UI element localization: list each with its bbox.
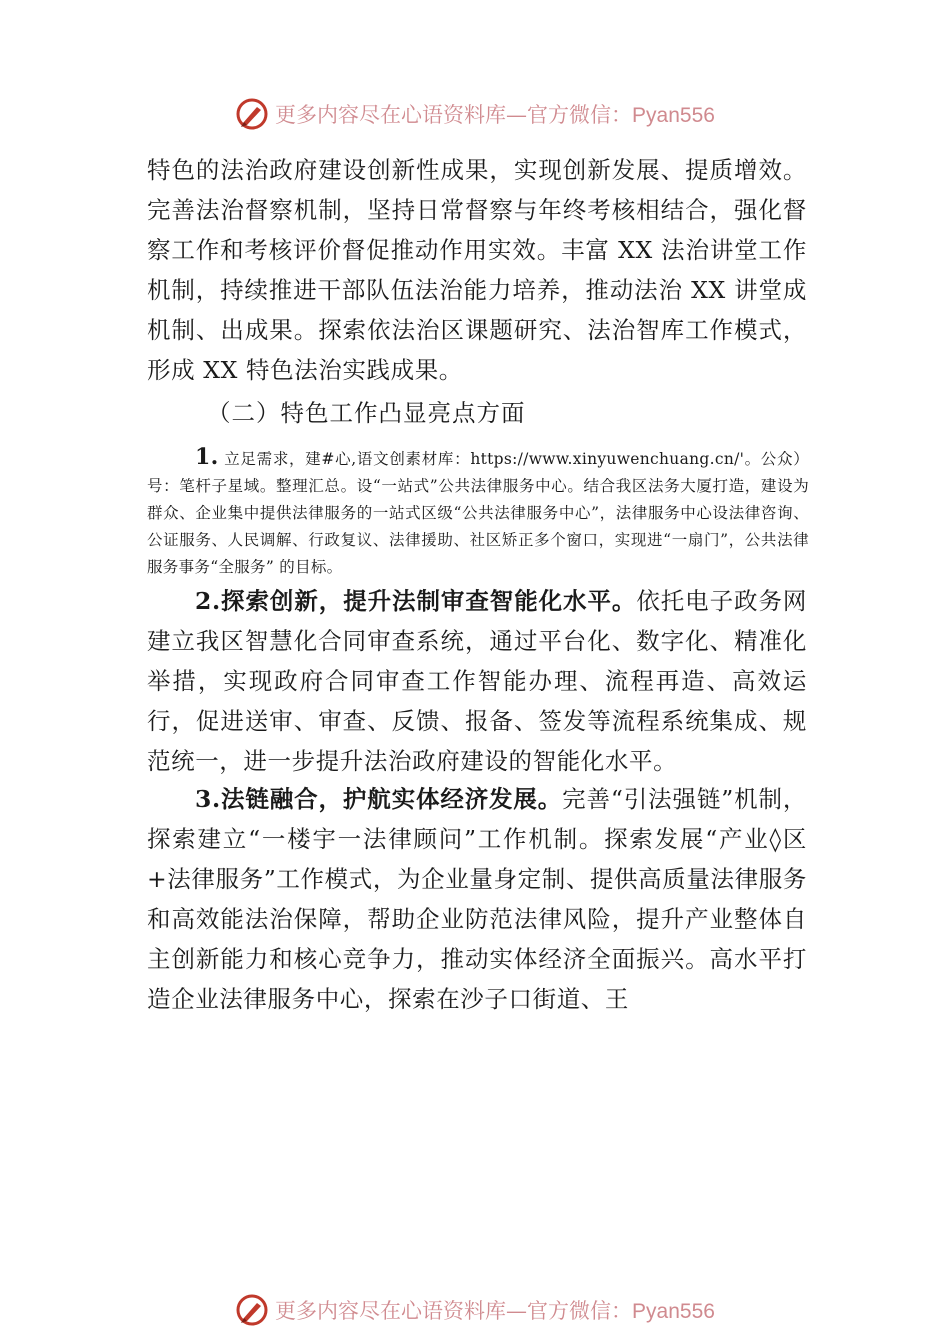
pen-logo-icon	[235, 97, 269, 131]
item-1-number: 1.	[195, 444, 219, 470]
list-item-3	[147, 779, 807, 1019]
footer-watermark	[0, 1290, 950, 1330]
section-heading: （二）特色工作凸显亮点方面	[207, 399, 526, 427]
list-item-2	[147, 581, 807, 781]
header-watermark	[0, 94, 950, 134]
header-watermark-text: 更多内容尽在心语资料库—官方微信：Pyan556	[275, 103, 715, 127]
footer-watermark-text: 更多内容尽在心语资料库—官方微信：Pyan556	[275, 1299, 715, 1323]
item-1-text: 立足需求，建#心,语文创素材库：https://www.xinyuwenchuang.cn/'。公众）号：笔杆子星域。整理汇总。设“一站式”公共法律服务中心。结合我区法务大厦打造，建设为群众、企业集中提供法律服务的一站式区级“公共法律服务中心”，法律服务中心设法律咨询、公证服务、人民调解、行政复议、法律援助、社区矫正多个窗口，实现进“一扇门”，公共法律服务事务“全服务” 的目标。	[147, 450, 809, 576]
paragraph-1: 特色的法治政府建设创新性成果，实现创新发展、提质增效。完善法治督察机制，坚持日常督察与年终考核相结合，强化督察工作和考核评价督促推动作用实效。丰富 XX 法治讲堂工作机制，持续推进干部队伍法治能力培养，推动法治 XX 讲堂成机制、出成果。探索依法治区课题研究、法治智库工作模式，形成 XX 特色法治实践成果。	[147, 156, 807, 384]
item-2-text: 依托电子政务网建立我区智慧化合同审查系统，通过平台化、数字化、精准化举措，实现政府合同审查工作智能办理、流程再造、高效运行，促进送审、审查、反馈、报备、签发等流程系统集成、规范统一，进一步提升法治政府建设的智能化水平。	[147, 587, 807, 775]
item-2-lead: 2.探索创新，提升法制审查智能化水平。	[195, 587, 637, 615]
pen-logo-icon	[235, 1293, 269, 1327]
item-3-lead: 3.法链融合，护航实体经济发展。	[195, 785, 563, 813]
list-item-1	[147, 444, 809, 581]
item-3-text: 完善“引法强链”机制，探索建立“一楼宇一法律顾问”工作机制。探索发展“产业◊区+法律服务”工作模式，为企业量身定制、提供高质量法律服务和高效能法治保障，帮助企业防范法律风险，提升产业整体自主创新能力和核心竞争力，推动实体经济全面振兴。高水平打造企业法律服务中心，探索在沙子口街道、王	[147, 785, 807, 1013]
